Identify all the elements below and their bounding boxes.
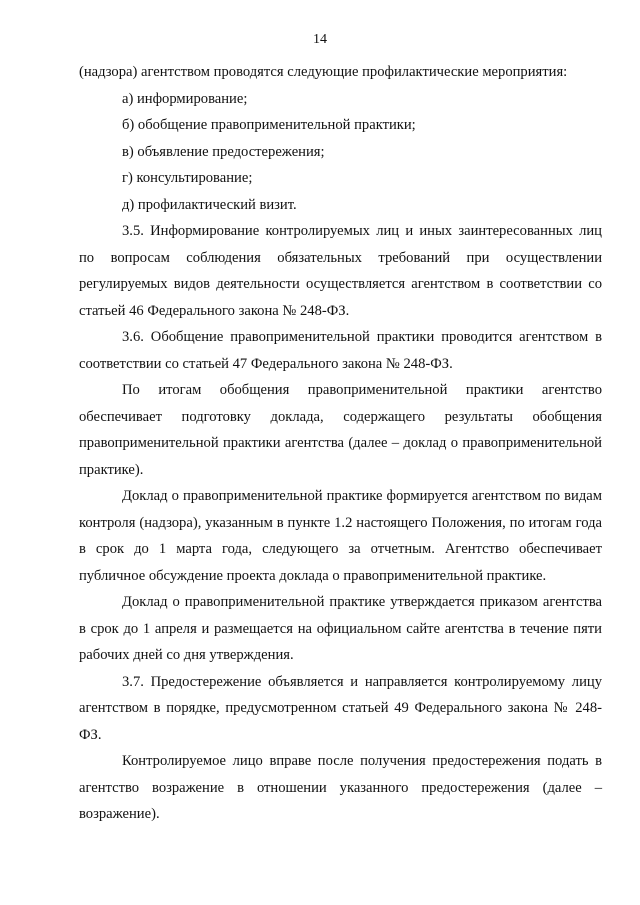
document-body — [79, 59, 602, 828]
paragraph-objection: Контролируемое лицо вправе после получения предостережения подать в агентство возражение в отношении указанного предостережения (далее – возражение). — [79, 753, 602, 822]
list-item-d: д) профилактический визит. — [122, 196, 297, 213]
paragraph-intro: (надзора) агентством проводятся следующие профилактические мероприятия: — [79, 64, 568, 80]
page-number: 14 — [313, 32, 327, 47]
list-item-v: в) объявление предостережения; — [122, 143, 325, 160]
paragraph-generalization-report: По итогам обобщения правоприменительной практики агентство обеспечивает подготовку доклада, содержащего результаты обобщения правоприменительной практики агентства (далее – доклад о правоприменительной практике). — [79, 382, 602, 478]
list-item-a: а) информирование; — [122, 90, 248, 107]
paragraph-3-6: 3.6. Обобщение правоприменительной практики проводится агентством в соответствии со статьей 47 Федерального закона № 248-ФЗ. — [79, 329, 602, 372]
paragraph-3-5: 3.5. Информирование контролируемых лиц и иных заинтересованных лиц по вопросам соблюдения обязательных требований при осуществлении регулируемых видов деятельности осуществляется агентством в соответствии со статьей 46 Федерального закона № 248-ФЗ. — [79, 223, 602, 319]
list-item-b: б) обобщение правоприменительной практики; — [122, 117, 416, 133]
list-item-g: г) консультирование; — [122, 170, 253, 186]
paragraph-report-formation: Доклад о правоприменительной практике формируется агентством по видам контроля (надзора), указанным в пункте 1.2 настоящего Положения, по итогам года в срок до 1 марта года, следующего за отчетным. Агентство обеспечивает публичное обсуждение проекта доклада о правоприменительной практике. — [79, 488, 602, 584]
paragraph-3-7: 3.7. Предостережение объявляется и направляется контролируемому лицу агентством в порядке, предусмотренном статьей 49 Федерального закона № 248-ФЗ. — [79, 673, 602, 743]
paragraph-report-approval: Доклад о правоприменительной практике утверждается приказом агентства в срок до 1 апреля и размещается на официальном сайте агентства в течение пяти рабочих дней со дня утверждения. — [79, 594, 602, 663]
